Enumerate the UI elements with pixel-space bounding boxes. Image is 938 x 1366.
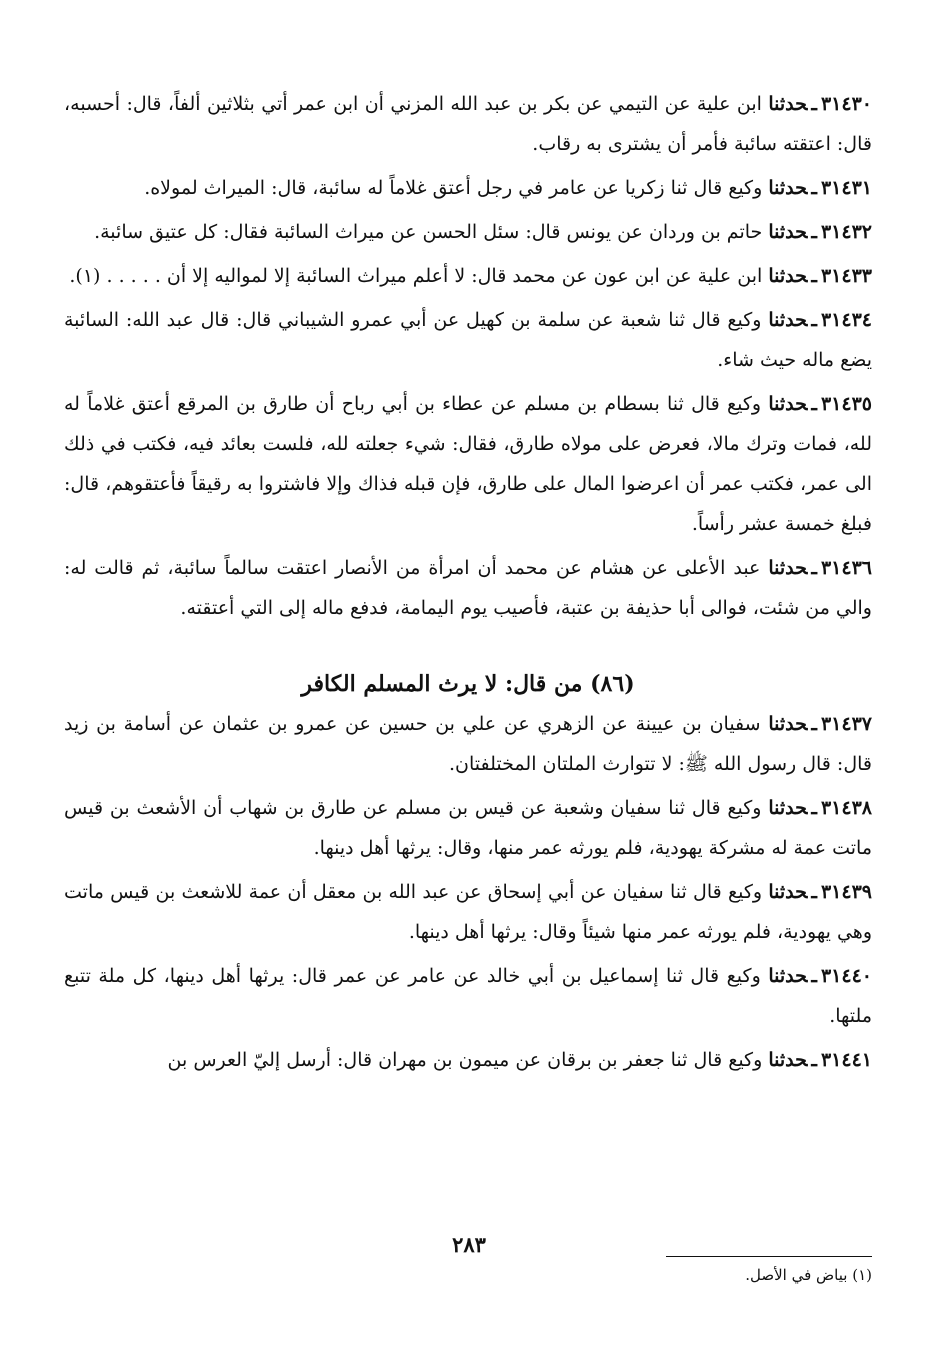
hadith-entry [64,84,872,164]
entry-dash: ـ [811,93,817,115]
entry-dash: ـ [811,557,817,579]
entry-lead: حدثنا [768,221,808,243]
hadith-entry [64,256,872,296]
entry-dash: ـ [811,309,817,331]
entry-lead: حدثنا [768,309,808,331]
entry-number: ٣١٤٣٣ [820,265,872,287]
entry-dash: ـ [811,393,817,415]
entry-number: ٣١٤٣٤ [820,309,872,331]
entry-number: ٣١٤٣٥ [820,393,872,415]
entry-text: عبد الأعلى عن هشام عن محمد أن امرأة من الأنصار اعتقت سالماً سائبة، ثم قالت له: والي من شئت، فوالى أبا حذيفة بن عتبة، فأصيب يوم اليمامة، فدفع ماله إلى التي أعتقته. [64,557,872,619]
hadith-entry [64,788,872,868]
entry-dash: ـ [811,1049,817,1071]
hadith-entry [64,872,872,952]
entry-text: وكيع قال ثنا سفيان عن أبي إسحاق عن عبد الله بن معقل أن عمة للاشعث بن قيس ماتت وهي يهودية، فلم يورثه عمر منها شيئاً وقال: يرثها أهل دينها. [64,881,872,943]
hadith-entry [64,300,872,380]
entry-dash: ـ [811,965,817,987]
entry-text: وكيع قال ثنا سفيان وشعبة عن قيس بن مسلم عن طارق بن شهاب أن الأشعث بن قيس ماتت عمة له مشركة يهودية، فلم يورثه عمر منها، وقال: يرثها أهل دينها. [64,797,872,859]
section-heading: (٨٦) من قال: لا يرث المسلم الكافر [301,671,635,697]
entry-lead: حدثنا [768,93,808,115]
entry-lead: حدثنا [768,393,808,415]
page-number: ٢٨٣ [452,1232,486,1257]
entry-text: سفيان بن عيينة عن الزهري عن علي بن حسين عن عمرو بن عثمان عن أسامة بن زيد قال: قال رسول الله ﷺ: لا تتوارث الملتان المختلفتان. [64,713,872,775]
entry-number: ٣١٤٣٢ [820,221,872,243]
hadith-entry [64,168,872,208]
entry-text: وكيع قال ثنا بسطام بن مسلم عن عطاء بن أبي رباح أن طارق بن المرقع أعتق غلاماً له لله، فمات وترك مالا، فعرض على مولاه طارق، فقال: شيء جعلته لله، فلست بعائد فيه، فكتب في ذلك الى عمر، فكتب عمر أن اعرضوا المال على طارق، فإن قبله فذاك وإلا فاشتروا به رقيقاً فأعتقوهم، قال: فبلغ خمسة عشر رأساً. [64,393,872,535]
entry-text: وكيع قال ثنا جعفر بن برقان عن ميمون بن مهران قال: أرسل إليّ العرس بن [167,1049,763,1071]
entry-text: ابن علية عن التيمي عن بكر بن عبد الله المزني أن ابن عمر أتي بثلاثين ألفاً، قال: أحسبه، قال: اعتقته سائبة فأمر أن يشترى به رقاب. [64,93,872,155]
entry-lead: حدثنا [768,881,808,903]
hadith-entry [64,384,872,544]
footnote-divider [666,1256,872,1257]
entry-dash: ـ [811,713,817,735]
hadith-entry [64,704,872,784]
entry-dash: ـ [811,881,817,903]
entry-number: ٣١٤٤١ [820,1049,872,1071]
hadith-entry [64,548,872,628]
entry-dash: ـ [811,177,817,199]
entry-lead: حدثنا [768,1049,808,1071]
page-body [64,84,872,1084]
entry-number: ٣١٤٣١ [820,177,872,199]
hadith-entry [64,956,872,1036]
entry-lead: حدثنا [768,965,808,987]
hadith-entry [64,212,872,252]
entry-number: ٣١٤٤٠ [820,965,872,987]
entry-number: ٣١٤٣٧ [820,713,872,735]
footnote: (١) بياض في الأصل. [745,1266,872,1284]
entry-lead: حدثنا [768,557,808,579]
entry-number: ٣١٤٣٦ [820,557,872,579]
entry-number: ٣١٤٣٨ [820,797,872,819]
entry-dash: ـ [811,265,817,287]
entry-text: وكيع قال ثنا إسماعيل بن أبي خالد عن عامر عن عمر قال: يرثها أهل دينها، كل ملة تتبع ملتها. [64,965,872,1027]
entry-text: وكيع قال ثنا زكريا عن عامر في رجل أعتق غلاماً له سائبة، قال: الميراث لمولاه. [144,177,763,199]
entry-lead: حدثنا [768,177,808,199]
entry-lead: حدثنا [768,797,808,819]
entry-lead: حدثنا [768,713,808,735]
entry-number: ٣١٤٣٠ [820,93,872,115]
entry-text: ابن علية عن ابن عون عن محمد قال: لا أعلم ميراث السائبة إلا لمواليه إلا أن . . . . . (١). [69,265,763,287]
hadith-entry [64,1040,872,1080]
entry-text: وكيع قال ثنا شعبة عن سلمة بن كهيل عن أبي عمرو الشيباني قال: قال عبد الله: السائبة يضع ماله حيث شاء. [64,309,872,371]
entry-number: ٣١٤٣٩ [820,881,872,903]
entry-text: حاتم بن وردان عن يونس قال: سئل الحسن عن ميراث السائبة فقال: كل عتيق سائبة. [94,221,763,243]
entry-dash: ـ [811,221,817,243]
entry-dash: ـ [811,797,817,819]
entry-lead: حدثنا [768,265,808,287]
